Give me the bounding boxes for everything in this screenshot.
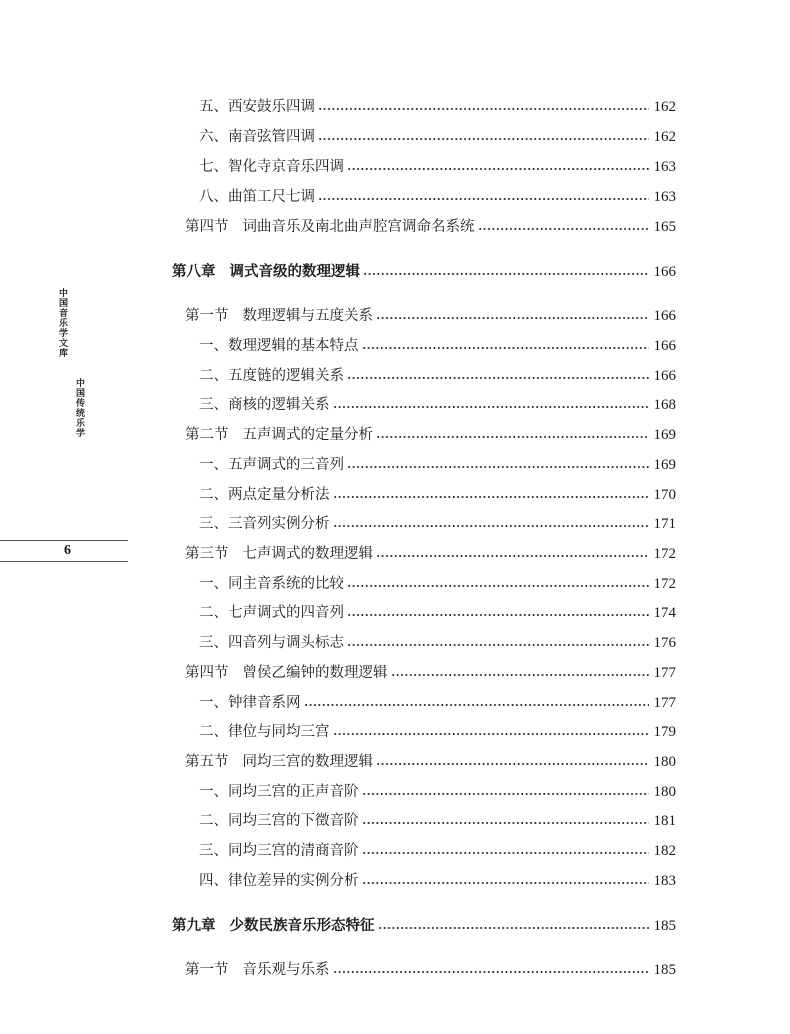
toc-entry-label	[199, 454, 344, 476]
toc-subsection-row[interactable]	[199, 454, 676, 476]
toc-section-row[interactable]	[185, 216, 676, 238]
toc-entry-label	[185, 751, 373, 773]
toc-entry-page: 181	[653, 813, 676, 829]
toc-entry-label	[199, 632, 344, 654]
toc-entry-label	[199, 186, 315, 208]
toc-entry-page: 163	[653, 159, 676, 175]
toc-entry-title: 二、五度链的逻辑关系	[199, 368, 344, 384]
toc-entry-number: 第二节	[185, 427, 229, 443]
toc-entry-title: 二、两点定量分析法	[199, 487, 330, 503]
toc-subsection-row[interactable]	[199, 573, 676, 595]
toc-entry-title: 二、同均三宫的下徵音阶	[199, 813, 359, 829]
toc-entry-page: 166	[653, 368, 676, 384]
toc-entry-label	[199, 96, 315, 118]
toc-entry-label	[185, 543, 373, 565]
toc-entry-title: 数理逻辑与五度关系	[242, 308, 373, 324]
toc-entry-label	[185, 216, 475, 238]
toc-entry-title: 音乐观与乐系	[242, 962, 330, 978]
toc-entry-page: 170	[653, 487, 676, 503]
dot-leader	[376, 554, 649, 558]
toc-entry-label	[199, 721, 330, 743]
toc-entry-page: 166	[653, 308, 676, 324]
toc-subsection-row[interactable]	[199, 186, 676, 208]
toc-entry-title: 一、同均三宫的正声音阶	[199, 784, 359, 800]
toc-entry-title: 词曲音乐及南北曲声腔宫调命名系统	[242, 219, 475, 235]
dot-leader	[347, 584, 649, 588]
toc-entry-label	[199, 365, 344, 387]
toc-entry-page: 177	[653, 695, 676, 711]
toc-entry-title: 八、曲笛工尺七调	[199, 189, 315, 205]
toc-entry-title: 调式音级的数理逻辑	[229, 264, 360, 280]
toc-subsection-row[interactable]	[199, 602, 676, 624]
toc-entry-label	[199, 156, 344, 178]
toc-entry-label	[199, 573, 344, 595]
toc-section-row[interactable]	[185, 543, 676, 565]
toc-chapter-row[interactable]	[172, 915, 676, 937]
dot-leader	[333, 970, 650, 974]
toc-entry-number: 第四节	[185, 219, 229, 235]
toc-entry-page: 179	[653, 724, 676, 740]
toc-subsection-row[interactable]	[199, 810, 676, 832]
series-title: 中国音乐学文库	[57, 288, 67, 358]
toc-entry-label	[172, 261, 360, 283]
dot-leader	[363, 272, 649, 276]
dot-leader	[391, 673, 650, 677]
toc-entry-page: 169	[653, 457, 676, 473]
toc-entry-label	[199, 692, 301, 714]
toc-entry-label	[185, 424, 373, 446]
dot-leader	[362, 346, 650, 350]
toc-entry-title: 五、西安鼓乐四调	[199, 99, 315, 115]
toc-entry-page: 166	[653, 338, 676, 354]
toc-entry-label	[185, 662, 388, 684]
toc-entry-title: 四、律位差异的实例分析	[199, 873, 359, 889]
toc-entry-page: 165	[653, 219, 676, 235]
toc-entry-label	[199, 602, 344, 624]
toc-entry-number: 第八章	[172, 264, 216, 280]
toc-entry-number: 第五节	[185, 754, 229, 770]
toc-entry-title: 一、同主音系统的比较	[199, 576, 344, 592]
toc-entry-page: 172	[653, 546, 676, 562]
dot-leader	[376, 435, 649, 439]
toc-entry-page: 162	[653, 129, 676, 145]
dot-leader	[362, 851, 650, 855]
toc-section-row[interactable]	[185, 959, 676, 981]
toc-subsection-row[interactable]	[199, 126, 676, 148]
dot-leader	[318, 107, 649, 111]
toc-entry-label	[199, 335, 359, 357]
dot-leader	[333, 495, 650, 499]
toc-entry-page: 172	[653, 576, 676, 592]
toc-entry-title: 一、钟律音系网	[199, 695, 301, 711]
toc-entry-number: 第一节	[185, 962, 229, 978]
toc-entry-title: 三、同均三宫的清商音阶	[199, 843, 359, 859]
toc-entry-title: 三、三音列实例分析	[199, 516, 330, 532]
toc-subsection-row[interactable]	[199, 96, 676, 118]
toc-entry-page: 185	[653, 962, 676, 978]
toc-chapter-row[interactable]	[172, 261, 676, 283]
toc-entry-title: 三、四音列与调头标志	[199, 635, 344, 651]
toc-entry-label	[199, 870, 359, 892]
toc-subsection-row[interactable]	[199, 394, 676, 416]
page-number: 6	[64, 543, 71, 558]
dot-leader	[362, 792, 650, 796]
toc-subsection-row[interactable]	[199, 335, 676, 357]
dot-leader	[362, 821, 650, 825]
toc-entry-page: 180	[653, 754, 676, 770]
dot-leader	[318, 197, 649, 201]
toc-entry-page: 162	[653, 99, 676, 115]
dot-leader	[347, 465, 649, 469]
toc-entry-label	[199, 513, 330, 535]
toc-entry-title: 同均三宫的数理逻辑	[242, 754, 373, 770]
toc-section-row[interactable]	[185, 305, 676, 327]
toc-entry-title: 一、五声调式的三音列	[199, 457, 344, 473]
toc-section-row[interactable]	[185, 424, 676, 446]
dot-leader	[333, 524, 650, 528]
toc-entry-label	[199, 810, 359, 832]
toc-entry-page: 180	[653, 784, 676, 800]
toc-subsection-row[interactable]	[199, 692, 676, 714]
toc-entry-page: 176	[653, 635, 676, 651]
toc-entry-number: 第四节	[185, 665, 229, 681]
toc-entry-page: 177	[653, 665, 676, 681]
toc-entry-label	[172, 915, 375, 937]
toc-subsection-row[interactable]	[199, 721, 676, 743]
toc-entry-title: 七声调式的数理逻辑	[242, 546, 373, 562]
toc-entry-title: 五声调式的定量分析	[242, 427, 373, 443]
toc-entry-title: 六、南音弦管四调	[199, 129, 315, 145]
toc-entry-title: 曾侯乙编钟的数理逻辑	[242, 665, 388, 681]
toc-entry-number: 第一节	[185, 308, 229, 324]
toc-entry-page: 183	[653, 873, 676, 889]
toc-entry-label	[199, 781, 359, 803]
toc-entry-title: 一、数理逻辑的基本特点	[199, 338, 359, 354]
dot-leader	[376, 762, 649, 766]
dot-leader	[478, 227, 650, 231]
toc-entry-title: 三、商核的逻辑关系	[199, 397, 330, 413]
toc-entry-number: 第三节	[185, 546, 229, 562]
toc-subsection-row[interactable]	[199, 870, 676, 892]
book-title: 中国传统乐学	[74, 378, 84, 438]
toc-entry-page: 174	[653, 605, 676, 621]
dot-leader	[318, 137, 649, 141]
toc-entry-page: 168	[653, 397, 676, 413]
toc-entry-page: 169	[653, 427, 676, 443]
toc-entry-label	[185, 305, 373, 327]
dot-leader	[362, 881, 650, 885]
toc-subsection-row[interactable]	[199, 513, 676, 535]
toc-entry-title: 七、智化寺京音乐四调	[199, 159, 344, 175]
toc-entry-page: 185	[653, 918, 676, 934]
dot-leader	[304, 703, 650, 707]
toc-subsection-row[interactable]	[199, 632, 676, 654]
toc-entry-title: 二、律位与同均三宫	[199, 724, 330, 740]
toc-entry-page: 171	[653, 516, 676, 532]
toc-subsection-row[interactable]	[199, 840, 676, 862]
dot-leader	[333, 732, 650, 736]
toc-section-row[interactable]	[185, 751, 676, 773]
dot-leader	[347, 613, 649, 617]
toc-entry-label	[199, 126, 315, 148]
dot-leader	[378, 926, 650, 930]
toc-subsection-row[interactable]	[199, 156, 676, 178]
toc-subsection-row[interactable]	[199, 484, 676, 506]
dot-leader	[347, 167, 649, 171]
toc-section-row[interactable]	[185, 662, 676, 684]
toc-entry-page: 163	[653, 189, 676, 205]
toc-entry-page: 182	[653, 843, 676, 859]
toc-subsection-row[interactable]	[199, 365, 676, 387]
dot-leader	[376, 316, 649, 320]
toc-entry-number: 第九章	[172, 918, 216, 934]
dot-leader	[333, 405, 650, 409]
toc-entry-label	[199, 394, 330, 416]
toc-entry-title: 少数民族音乐形态特征	[229, 918, 375, 934]
toc-entry-label	[199, 840, 359, 862]
toc-subsection-row[interactable]	[199, 781, 676, 803]
dot-leader	[347, 376, 649, 380]
toc-entry-label	[199, 484, 330, 506]
toc-entry-label	[185, 959, 330, 981]
dot-leader	[347, 643, 649, 647]
toc-entry-title: 二、七声调式的四音列	[199, 605, 344, 621]
toc-entry-page: 166	[653, 264, 676, 280]
